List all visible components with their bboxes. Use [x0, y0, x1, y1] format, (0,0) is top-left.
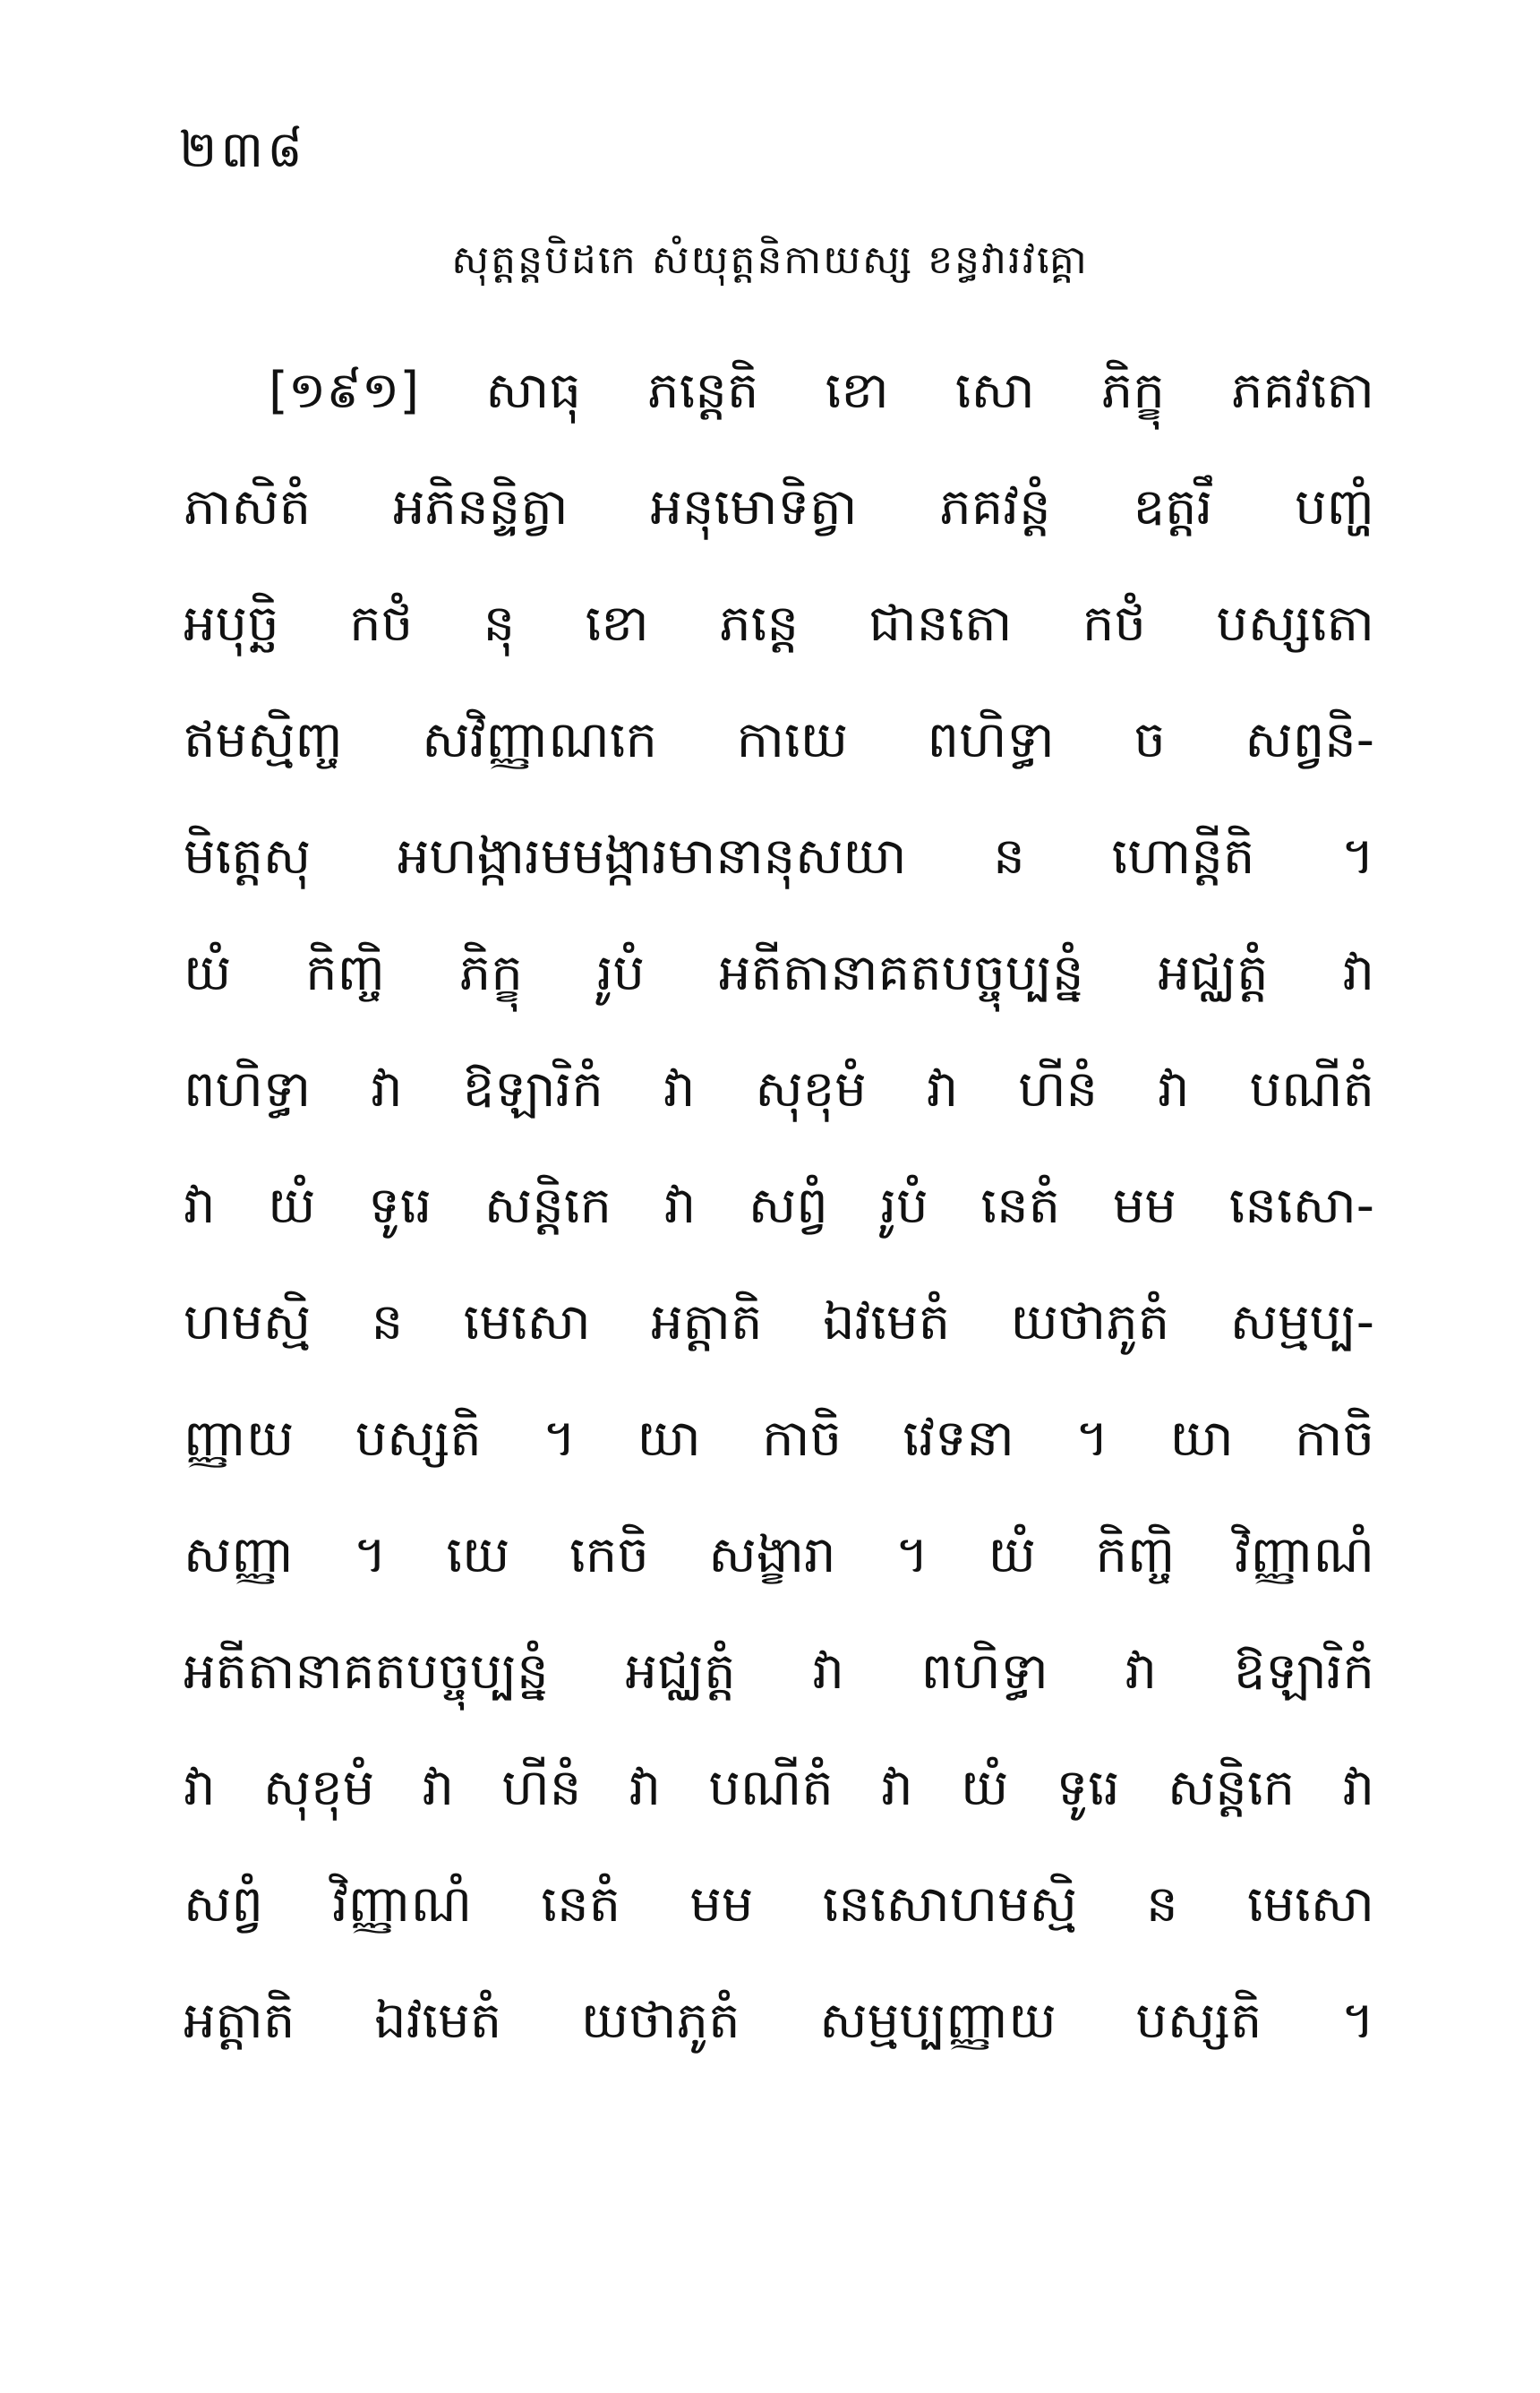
text-line: អបុច្ឆិ កថំ នុ ខោ ភន្តេ ជានតោ កថំ បស្សតោ [184, 595, 1374, 653]
text-line: យំ កិញ្ចិ ភិក្ខុ រូបំ អតីតានាគតបច្ចុប្បន្នំ អជ្ឈត្តំ វា [184, 944, 1374, 1002]
text-line: ឥមស្មិញ្ច សវិញ្ញាណកេ កាយេ ពហិទ្ធា ច សព្វនិ- [184, 711, 1374, 769]
text-line: សព្វំ វិញ្ញាណំ នេតំ មម នេសោហមស្មិ ន មេសោ [184, 1875, 1374, 1934]
text-line: អត្តាតិ ឯវមេតំ យថាភូតំ សម្មប្បញ្ញាយ បស្សតិ ។ [184, 1992, 1374, 2050]
text-line: [១៩១] សាធុ ភន្តេតិ ខោ សោ ភិក្ខុ ភគវតោ [269, 362, 1374, 420]
page-number: ២៣៨ [179, 121, 306, 179]
text-line: ញ្ញាយ បស្សតិ ។ យា កាចិ វេទនា ។ យា កាចិ [184, 1410, 1374, 1468]
text-line: ហមស្មិ ន មេសោ អត្តាតិ ឯវមេតំ យថាភូតំ សម្មប្ប- [184, 1293, 1374, 1351]
text-line: មិត្តេសុ អហង្ការមមង្ការមានានុសយា ន ហោន្តីតិ ។ [184, 828, 1374, 886]
text-line: ភាសិតំ អភិនន្ទិត្វា អនុមោទិត្វា ភគវន្តំ ឧត្តរឹ បញ្ហំ [184, 478, 1374, 536]
text-line: អតីតានាគតបច្ចុប្បន្នំ អជ្ឈត្តំ វា ពហិទ្ធា វា ឱឡារិកំ [184, 1643, 1374, 1701]
text-line: វា សុខុមំ វា ហីនំ វា បណីតំ វា យំ ទូរេ សន្តិកេ វា [184, 1759, 1374, 1817]
body-text [184, 333, 1374, 2080]
text-line: វា យំ ទូរេ សន្តិកេ វា សព្វំ រូបំ នេតំ មម នេសោ- [184, 1177, 1374, 1235]
text-line: សញ្ញា ។ យេ កេចិ សង្ខារា ។ យំ កិញ្ចិ វិញ្ញាណំ [184, 1526, 1374, 1584]
running-header: សុត្តន្តបិដកេ សំយុត្តនិកាយស្ស ខន្ធវារវគ្គោ [451, 237, 1089, 283]
text-line: ពហិទ្ធា វា ឱឡារិកំ វា សុខុមំ វា ហីនំ វា បណីតំ [184, 1060, 1374, 1119]
